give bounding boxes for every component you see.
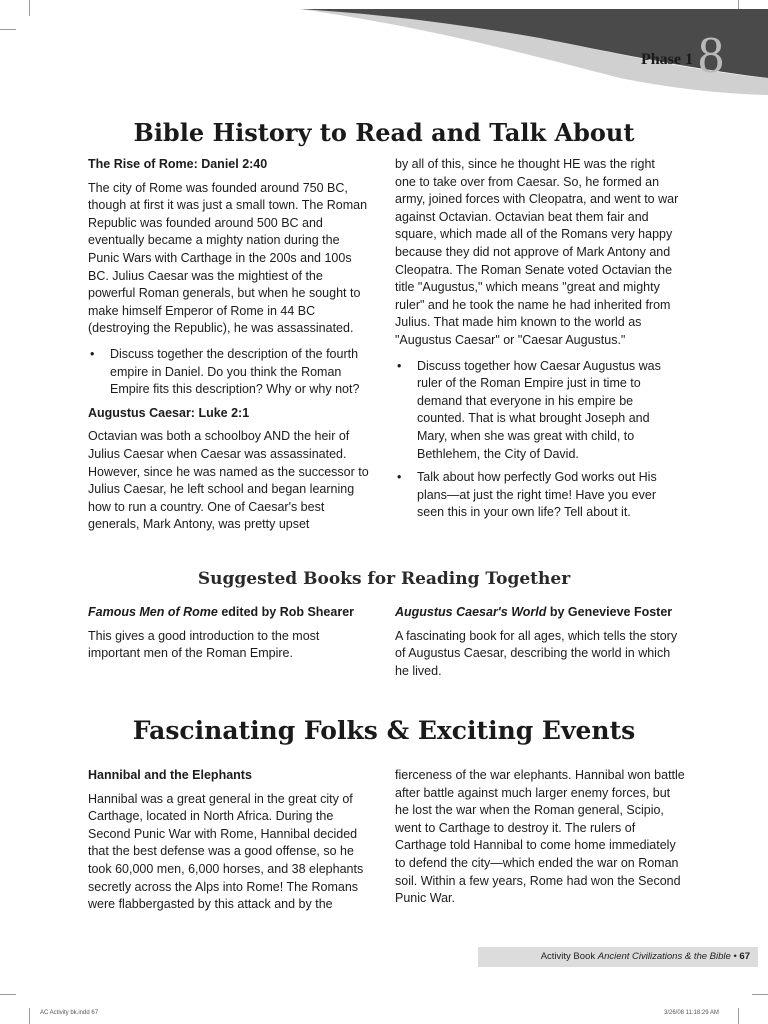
book-entry-augustus-world: [395, 604, 685, 688]
paragraph-hannibal-part2: fierceness of the war elephants. Hannibal won battle after battle against much larger enemy forces, but he lost the war when the Roman general, Scipio, went to Carthage to destroy it. The rulers of Carthage told Hannibal to come home immediately to defend the city—which ended the war on Roman soil. Within a few years, Rome had won the Second Punic War.: [395, 768, 685, 906]
paragraph-augustus-caesar: Octavian was both a schoolboy AND the heir of Julius Caesar when Caesar was assassinated. However, since he was named as the successor to Julius Caesar, he left school and began learning how to run a country. One of Caesar's best generals, Mark Antony, was pretty upset: [88, 429, 369, 532]
paragraph-octavian: by all of this, since he thought HE was the right one to take over from Caesar. So, he formed an army, joined forces with Cleopatra, and went to war against Octavian. Octavian beat them fair and square, which made all of the Romans very happy because they did not approve of Mark Antony and Cleopatra. The Roman Senate voted Octavian the title "Augustus," which means "great and mighty ruler" and he took the name he had inherited from Julius. That made him known to the world as "Augustus Caesar" or "Caesar Augustus.": [395, 157, 679, 347]
header-swoosh: [0, 0, 768, 100]
book-desc-famous-men: This gives a good introduction to the most important men of the Roman Empire.: [88, 628, 320, 661]
right-column-hannibal: [395, 767, 685, 916]
footer-book-label: Activity Book: [540, 951, 598, 962]
bullet-list-augustus: [395, 358, 679, 522]
left-column-hannibal: [88, 767, 374, 922]
heading-augustus-caesar: Augustus Caesar: Luke 2:1: [88, 405, 250, 420]
paragraph-rise-of-rome: The city of Rome was founded around 750 BC, though at first it was just a small town. The Roman Republic was founded around 500 BC and eventually became a mighty nation during the Punic Wars with Carthage in the 200s and 100s BC. Julius Caesar was the mightiest of the powerful Roman generals, but when he sought to make himself Emperor of Rome in 44 BC (destroying the Republic), he was assassinated.: [88, 180, 368, 336]
book-entry-famous-men: [88, 604, 370, 671]
right-column-bible-history: [395, 156, 679, 528]
phase-number: 8: [698, 27, 724, 84]
crop-mark-bottom-left-v: [29, 1008, 30, 1024]
section-title-suggested-books: Suggested Books for Reading Together: [197, 569, 571, 589]
crop-mark-bottom-right: [752, 994, 768, 995]
slug-file-name: AC Activity bk.indd 67: [40, 1010, 99, 1016]
section-title-bible-history: Bible History to Read and Talk About: [133, 118, 635, 147]
heading-rise-of-rome: The Rise of Rome: Daniel 2:40: [88, 157, 268, 171]
bullet-item-gods-plans: • Talk about how perfectly God works out His plans—at just the right time! Have you ever seen this in your own life? Tell about it.: [395, 469, 679, 522]
book-title-augustus-world: Augustus Caesar's World by Genevieve Foster: [395, 605, 673, 619]
footer-separator: •: [730, 951, 740, 962]
slug-timestamp: 3/26/08 11:18:29 AM: [664, 1010, 719, 1016]
phase-label: Phase 1: [641, 51, 693, 68]
crop-mark-bottom-right-v: [738, 1008, 739, 1024]
bullet-item-discuss-daniel: • Discuss together the description of the fourth empire in Daniel. Do you think the Roman Empire fits this description? Why or why not?: [88, 346, 370, 399]
footer-page-number: 67: [739, 951, 750, 962]
paragraph-hannibal-part1: Hannibal was a great general in the great city of Carthage, located in North Africa. During the Second Punic War with Rome, Hannibal decided that the best defense was a good offense, so he took 60,000 men, 6,000 horses, and 38 elephants secretly across the Alps into Rome! The Romans were flabbergasted by this attack and by the: [88, 791, 364, 912]
book-title-famous-men: Famous Men of Rome edited by Rob Shearer: [88, 605, 355, 619]
heading-hannibal: Hannibal and the Elephants: [88, 768, 252, 782]
left-column-bible-history: [88, 156, 370, 542]
crop-mark-bottom-left: [0, 994, 16, 995]
footer-bar: [478, 947, 758, 967]
bullet-list-daniel: [88, 346, 370, 399]
section-title-fascinating-folks: Fascinating Folks & Exciting Events: [132, 716, 636, 745]
bullet-item-census: • Discuss together how Caesar Augustus was ruler of the Roman Empire just in time to demand that everyone in his empire be counted. That is what brought Joseph and Mary, when she was great with child, to Bethlehem, the City of David.: [395, 358, 679, 464]
footer-book-subtitle: Ancient Civilizations & the Bible: [597, 951, 731, 962]
book-desc-augustus-world: A fascinating book for all ages, which tells the story of Augustus Caesar, describing the world in which he lived.: [395, 628, 678, 678]
